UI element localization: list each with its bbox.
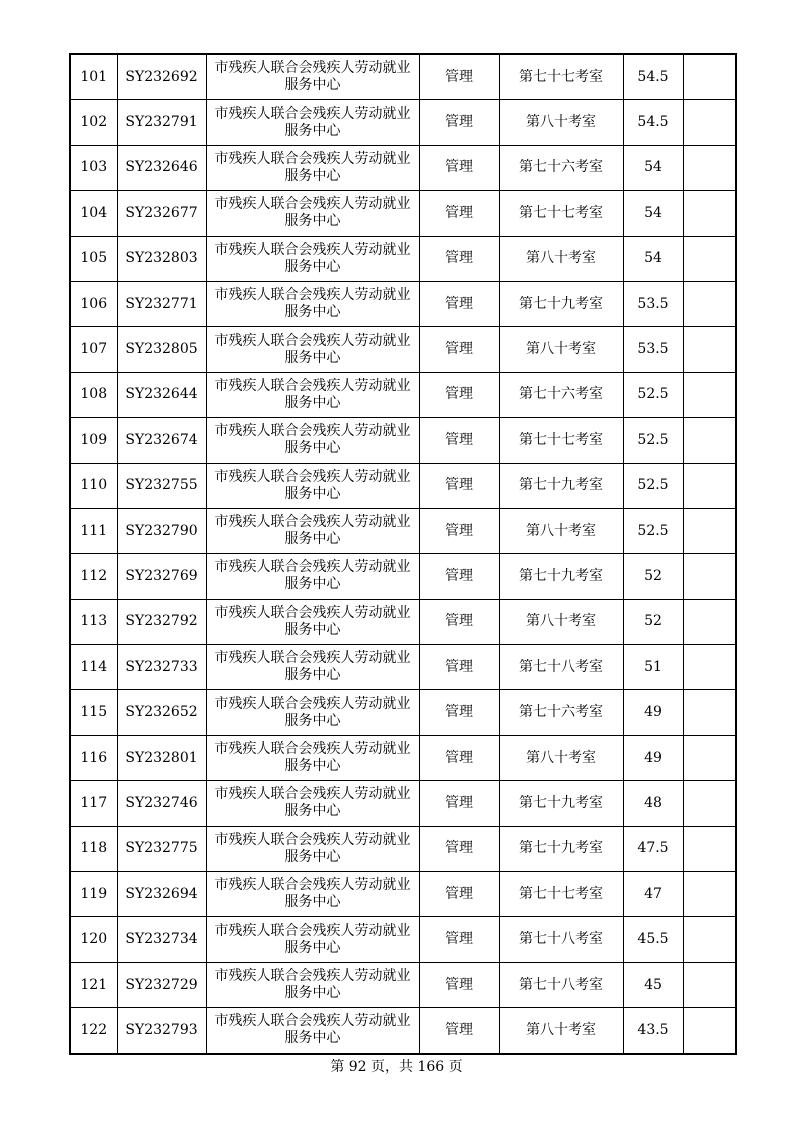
table-row: [70, 962, 736, 1007]
results-table-body: [70, 54, 736, 1054]
employer-unit-cell: 市残疾人联合会残疾人劳动就业服务中心: [206, 872, 419, 917]
table-row: [70, 327, 736, 372]
exam-room-cell: 第七十七考室: [499, 191, 623, 236]
employer-unit-cell: 市残疾人联合会残疾人劳动就业服务中心: [206, 645, 419, 690]
table-row: [70, 735, 736, 780]
employer-unit-cell: 市残疾人联合会残疾人劳动就业服务中心: [206, 327, 419, 372]
exam-room-cell: 第七十七考室: [499, 54, 623, 100]
position-type-cell: 管理: [419, 781, 499, 826]
table-row: [70, 645, 736, 690]
exam-room-cell: 第七十六考室: [499, 690, 623, 735]
remark-cell: [683, 191, 736, 236]
position-type-cell: 管理: [419, 54, 499, 100]
row-number-cell: 103: [70, 145, 117, 190]
remark-cell: [683, 54, 736, 100]
employer-unit-cell: 市残疾人联合会残疾人劳动就业服务中心: [206, 418, 419, 463]
remark-cell: [683, 554, 736, 599]
candidate-id-cell: SY232646: [117, 145, 206, 190]
candidate-id-cell: SY232733: [117, 645, 206, 690]
table-row: [70, 872, 736, 917]
score-cell: 53.5: [623, 327, 683, 372]
remark-cell: [683, 327, 736, 372]
candidate-id-cell: SY232652: [117, 690, 206, 735]
candidate-id-cell: SY232677: [117, 191, 206, 236]
row-number-cell: 118: [70, 826, 117, 871]
candidate-id-cell: SY232801: [117, 735, 206, 780]
table-row: [70, 372, 736, 417]
table-row: [70, 236, 736, 281]
employer-unit-cell: 市残疾人联合会残疾人劳动就业服务中心: [206, 100, 419, 145]
score-cell: 51: [623, 645, 683, 690]
row-number-cell: 112: [70, 554, 117, 599]
score-cell: 49: [623, 735, 683, 780]
remark-cell: [683, 781, 736, 826]
page-number-text: 第 92 页，共 166 页: [330, 1059, 463, 1075]
table-row: [70, 191, 736, 236]
table-row: [70, 554, 736, 599]
exam-room-cell: 第八十考室: [499, 508, 623, 553]
employer-unit-cell: 市残疾人联合会残疾人劳动就业服务中心: [206, 508, 419, 553]
score-cell: 54: [623, 236, 683, 281]
remark-cell: [683, 645, 736, 690]
row-number-cell: 117: [70, 781, 117, 826]
position-type-cell: 管理: [419, 327, 499, 372]
results-table: [69, 53, 737, 1055]
exam-room-cell: 第七十六考室: [499, 372, 623, 417]
remark-cell: [683, 508, 736, 553]
employer-unit-cell: 市残疾人联合会残疾人劳动就业服务中心: [206, 236, 419, 281]
table-row: [70, 145, 736, 190]
remark-cell: [683, 690, 736, 735]
exam-room-cell: 第七十八考室: [499, 917, 623, 962]
exam-room-cell: 第七十八考室: [499, 962, 623, 1007]
candidate-id-cell: SY232791: [117, 100, 206, 145]
score-cell: 52.5: [623, 372, 683, 417]
position-type-cell: 管理: [419, 236, 499, 281]
employer-unit-cell: 市残疾人联合会残疾人劳动就业服务中心: [206, 463, 419, 508]
position-type-cell: 管理: [419, 191, 499, 236]
table-row: [70, 781, 736, 826]
position-type-cell: 管理: [419, 372, 499, 417]
table-row: [70, 826, 736, 871]
employer-unit-cell: 市残疾人联合会残疾人劳动就业服务中心: [206, 1008, 419, 1054]
employer-unit-cell: 市残疾人联合会残疾人劳动就业服务中心: [206, 781, 419, 826]
position-type-cell: 管理: [419, 418, 499, 463]
row-number-cell: 116: [70, 735, 117, 780]
table-row: [70, 1008, 736, 1054]
row-number-cell: 114: [70, 645, 117, 690]
candidate-id-cell: SY232674: [117, 418, 206, 463]
score-cell: 45.5: [623, 917, 683, 962]
remark-cell: [683, 236, 736, 281]
position-type-cell: 管理: [419, 599, 499, 644]
score-cell: 54.5: [623, 100, 683, 145]
candidate-id-cell: SY232692: [117, 54, 206, 100]
exam-room-cell: 第七十六考室: [499, 145, 623, 190]
row-number-cell: 107: [70, 327, 117, 372]
position-type-cell: 管理: [419, 145, 499, 190]
employer-unit-cell: 市残疾人联合会残疾人劳动就业服务中心: [206, 962, 419, 1007]
score-cell: 47.5: [623, 826, 683, 871]
candidate-id-cell: SY232734: [117, 917, 206, 962]
exam-room-cell: 第七十九考室: [499, 826, 623, 871]
employer-unit-cell: 市残疾人联合会残疾人劳动就业服务中心: [206, 917, 419, 962]
position-type-cell: 管理: [419, 1008, 499, 1054]
row-number-cell: 110: [70, 463, 117, 508]
position-type-cell: 管理: [419, 826, 499, 871]
row-number-cell: 119: [70, 872, 117, 917]
candidate-id-cell: SY232775: [117, 826, 206, 871]
candidate-id-cell: SY232805: [117, 327, 206, 372]
position-type-cell: 管理: [419, 100, 499, 145]
score-cell: 52.5: [623, 418, 683, 463]
candidate-id-cell: SY232729: [117, 962, 206, 1007]
remark-cell: [683, 145, 736, 190]
table-row: [70, 463, 736, 508]
table-row: [70, 917, 736, 962]
row-number-cell: 113: [70, 599, 117, 644]
employer-unit-cell: 市残疾人联合会残疾人劳动就业服务中心: [206, 372, 419, 417]
position-type-cell: 管理: [419, 281, 499, 326]
position-type-cell: 管理: [419, 645, 499, 690]
position-type-cell: 管理: [419, 962, 499, 1007]
exam-room-cell: 第七十九考室: [499, 463, 623, 508]
employer-unit-cell: 市残疾人联合会残疾人劳动就业服务中心: [206, 690, 419, 735]
candidate-id-cell: SY232792: [117, 599, 206, 644]
remark-cell: [683, 100, 736, 145]
employer-unit-cell: 市残疾人联合会残疾人劳动就业服务中心: [206, 735, 419, 780]
exam-room-cell: 第七十七考室: [499, 872, 623, 917]
score-cell: 54: [623, 191, 683, 236]
employer-unit-cell: 市残疾人联合会残疾人劳动就业服务中心: [206, 281, 419, 326]
score-cell: 54: [623, 145, 683, 190]
candidate-id-cell: SY232694: [117, 872, 206, 917]
remark-cell: [683, 872, 736, 917]
row-number-cell: 105: [70, 236, 117, 281]
score-cell: 52: [623, 554, 683, 599]
score-cell: 52.5: [623, 463, 683, 508]
remark-cell: [683, 599, 736, 644]
candidate-id-cell: SY232755: [117, 463, 206, 508]
candidate-id-cell: SY232803: [117, 236, 206, 281]
table-row: [70, 54, 736, 100]
remark-cell: [683, 1008, 736, 1054]
row-number-cell: 122: [70, 1008, 117, 1054]
score-cell: 52.5: [623, 508, 683, 553]
score-cell: 52: [623, 599, 683, 644]
employer-unit-cell: 市残疾人联合会残疾人劳动就业服务中心: [206, 54, 419, 100]
table-row: [70, 690, 736, 735]
position-type-cell: 管理: [419, 690, 499, 735]
position-type-cell: 管理: [419, 735, 499, 780]
table-row: [70, 508, 736, 553]
position-type-cell: 管理: [419, 872, 499, 917]
remark-cell: [683, 735, 736, 780]
exam-room-cell: 第八十考室: [499, 599, 623, 644]
table-row: [70, 418, 736, 463]
exam-room-cell: 第八十考室: [499, 327, 623, 372]
page-footer: [0, 1056, 793, 1076]
employer-unit-cell: 市残疾人联合会残疾人劳动就业服务中心: [206, 599, 419, 644]
score-cell: 47: [623, 872, 683, 917]
exam-room-cell: 第八十考室: [499, 1008, 623, 1054]
exam-room-cell: 第八十考室: [499, 236, 623, 281]
exam-room-cell: 第八十考室: [499, 735, 623, 780]
exam-room-cell: 第七十九考室: [499, 781, 623, 826]
score-cell: 48: [623, 781, 683, 826]
exam-room-cell: 第七十九考室: [499, 281, 623, 326]
table-row: [70, 599, 736, 644]
candidate-id-cell: SY232644: [117, 372, 206, 417]
row-number-cell: 111: [70, 508, 117, 553]
row-number-cell: 102: [70, 100, 117, 145]
score-cell: 49: [623, 690, 683, 735]
row-number-cell: 104: [70, 191, 117, 236]
row-number-cell: 108: [70, 372, 117, 417]
score-cell: 43.5: [623, 1008, 683, 1054]
position-type-cell: 管理: [419, 463, 499, 508]
exam-room-cell: 第七十七考室: [499, 418, 623, 463]
candidate-id-cell: SY232793: [117, 1008, 206, 1054]
row-number-cell: 121: [70, 962, 117, 1007]
score-cell: 53.5: [623, 281, 683, 326]
table-row: [70, 281, 736, 326]
remark-cell: [683, 826, 736, 871]
exam-room-cell: 第八十考室: [499, 100, 623, 145]
candidate-id-cell: SY232769: [117, 554, 206, 599]
remark-cell: [683, 372, 736, 417]
candidate-id-cell: SY232790: [117, 508, 206, 553]
row-number-cell: 101: [70, 54, 117, 100]
remark-cell: [683, 418, 736, 463]
exam-room-cell: 第七十八考室: [499, 645, 623, 690]
employer-unit-cell: 市残疾人联合会残疾人劳动就业服务中心: [206, 554, 419, 599]
employer-unit-cell: 市残疾人联合会残疾人劳动就业服务中心: [206, 145, 419, 190]
score-cell: 45: [623, 962, 683, 1007]
table-row: [70, 100, 736, 145]
score-cell: 54.5: [623, 54, 683, 100]
row-number-cell: 109: [70, 418, 117, 463]
employer-unit-cell: 市残疾人联合会残疾人劳动就业服务中心: [206, 191, 419, 236]
position-type-cell: 管理: [419, 917, 499, 962]
candidate-id-cell: SY232771: [117, 281, 206, 326]
row-number-cell: 106: [70, 281, 117, 326]
position-type-cell: 管理: [419, 508, 499, 553]
remark-cell: [683, 281, 736, 326]
remark-cell: [683, 463, 736, 508]
exam-room-cell: 第七十九考室: [499, 554, 623, 599]
remark-cell: [683, 917, 736, 962]
position-type-cell: 管理: [419, 554, 499, 599]
row-number-cell: 115: [70, 690, 117, 735]
row-number-cell: 120: [70, 917, 117, 962]
candidate-id-cell: SY232746: [117, 781, 206, 826]
remark-cell: [683, 962, 736, 1007]
employer-unit-cell: 市残疾人联合会残疾人劳动就业服务中心: [206, 826, 419, 871]
